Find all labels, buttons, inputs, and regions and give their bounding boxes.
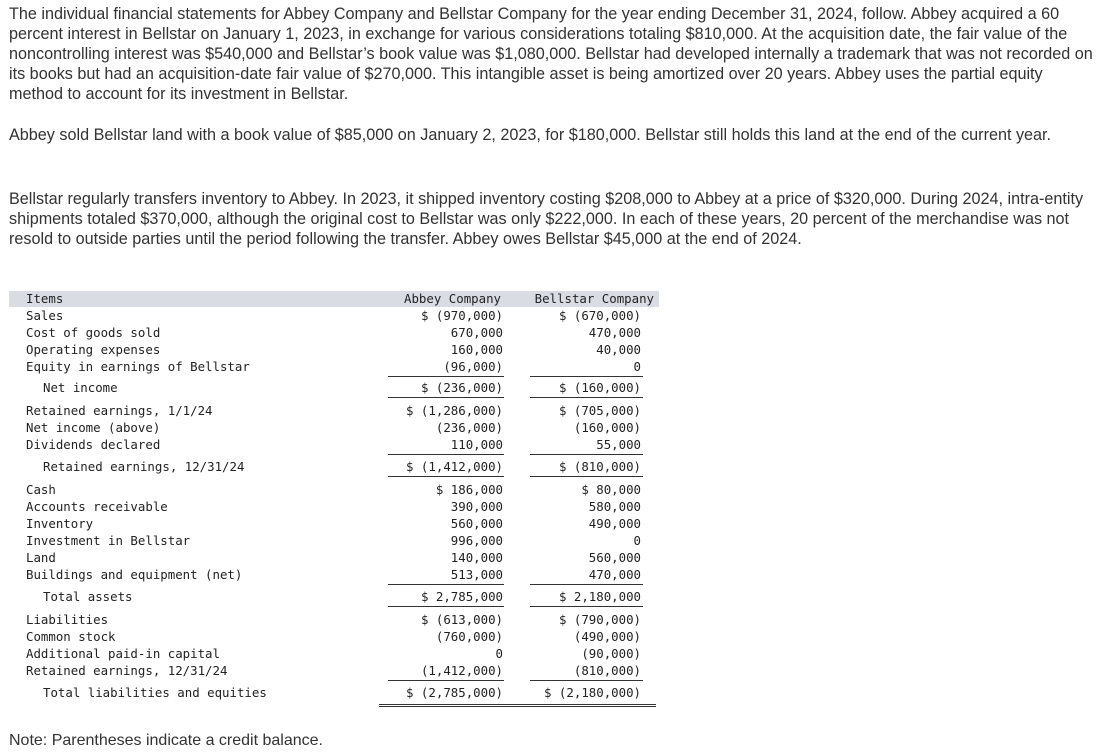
abbey-value: 390,000 — [450, 499, 503, 514]
table-row — [9, 629, 659, 646]
row-label: Equity in earnings of Bellstar — [26, 359, 250, 374]
abbey-value: $ (2,785,000) — [406, 685, 503, 700]
table-row — [9, 308, 659, 325]
total-rule — [388, 606, 504, 607]
table-row — [9, 342, 659, 359]
bellstar-value: $ (790,000) — [558, 612, 641, 627]
row-label: Investment in Bellstar — [26, 533, 191, 548]
row-label: Cost of goods sold — [26, 325, 161, 340]
inventory-transfer-paragraph: Bellstar regularly transfers inventory to Abbey. In 2023, it shipped inventory costing $208,000 to Abbey at a price of $320,000. During 2024, intra-entity shipments totaled $370,000, although the original cost to Bellstar was only $222,000. In each of these years, 20 percent of the merchandise was not resold to outside parties until the period following the transfer. Abbey owes Bellstar $45,000 at the end of 2024. — [9, 190, 1084, 248]
subtotal-rule — [530, 680, 643, 681]
abbey-value: 560,000 — [450, 516, 503, 531]
table-row — [9, 646, 659, 663]
bellstar-value: $ 2,180,000 — [558, 589, 641, 604]
table-row — [9, 482, 659, 499]
land-sale-paragraph: Abbey sold Bellstar land with a book value of $85,000 on January 2, 2023, for $180,000. Bellstar still holds this land at the end of the current year. — [9, 126, 1052, 144]
abbey-value: $ (613,000) — [420, 612, 503, 627]
bellstar-value: $ (670,000) — [558, 308, 641, 323]
double-rule — [379, 706, 656, 707]
row-label: Retained earnings, 12/31/24 — [43, 459, 245, 474]
row-label: Sales — [26, 308, 64, 323]
bellstar-value: (90,000) — [581, 646, 641, 661]
total-rule — [530, 397, 643, 398]
table-row — [9, 533, 659, 550]
subtotal-rule — [388, 376, 504, 377]
bellstar-value: 55,000 — [596, 437, 641, 452]
bellstar-value: $ (160,000) — [558, 380, 641, 395]
table-row — [9, 550, 659, 567]
bellstar-value: $ 80,000 — [581, 482, 641, 497]
table-row — [9, 663, 659, 680]
abbey-value: 160,000 — [450, 342, 503, 357]
row-label: Buildings and equipment (net) — [26, 567, 243, 582]
abbey-value: (1,412,000) — [420, 663, 503, 678]
bellstar-value: 470,000 — [588, 325, 641, 340]
bellstar-value: 0 — [633, 359, 641, 374]
row-label: Retained earnings, 1/1/24 — [26, 403, 213, 418]
table-row — [9, 437, 659, 454]
abbey-value: (760,000) — [435, 629, 503, 644]
bellstar-value: 490,000 — [588, 516, 641, 531]
abbey-value: $ 186,000 — [435, 482, 503, 497]
bellstar-value: $ (705,000) — [558, 403, 641, 418]
bellstar-value: 470,000 — [588, 567, 641, 582]
table-row — [9, 499, 659, 516]
total-rule — [530, 606, 643, 607]
abbey-value: (236,000) — [435, 420, 503, 435]
subtotal-rule — [530, 454, 643, 455]
row-label: Liabilities — [26, 612, 109, 627]
row-label: Land — [26, 550, 56, 565]
subtotal-rule — [530, 584, 643, 585]
table-row-total — [9, 380, 659, 397]
abbey-value: $ 2,785,000 — [420, 589, 503, 604]
row-label: Total assets — [43, 589, 133, 604]
intro-paragraph: The individual financial statements for Abbey Company and Bellstar Company for the year ending December 31, 2024, follow. Abbey acquired a 60 percent interest in Bellstar on January 1, 2023, in exchange for various considerations totaling $810,000. At the acquisition date, the fair value of the noncontrolling interest was $540,000 and Bellstar’s book value was $1,080,000. Bellstar had developed internally a trademark that was not recorded on its books but had an acquisition-date fair value of $270,000. This intangible asset is being amortized over 20 years. Abbey uses the partial equity method to account for its investment in Bellstar. — [9, 5, 1093, 103]
bellstar-value: 40,000 — [596, 342, 641, 357]
row-label: Total liabilities and equities — [43, 685, 267, 700]
bellstar-value: 580,000 — [588, 499, 641, 514]
table-header-row — [9, 291, 659, 307]
row-label: Accounts receivable — [26, 499, 168, 514]
table-row — [9, 420, 659, 437]
abbey-value: 140,000 — [450, 550, 503, 565]
table-row — [9, 359, 659, 376]
subtotal-rule — [388, 454, 504, 455]
bellstar-value: 560,000 — [588, 550, 641, 565]
row-label: Dividends declared — [26, 437, 161, 452]
table-row — [9, 612, 659, 629]
row-label: Cash — [26, 482, 56, 497]
subtotal-rule — [388, 680, 504, 681]
table-row-total — [9, 459, 659, 476]
table-row — [9, 325, 659, 342]
double-rule — [379, 704, 656, 705]
bellstar-value: 0 — [633, 533, 641, 548]
row-label: Net income (above) — [26, 420, 161, 435]
table-row — [9, 567, 659, 584]
abbey-value: (96,000) — [443, 359, 503, 374]
table-row — [9, 516, 659, 533]
abbey-value: 110,000 — [450, 437, 503, 452]
total-rule — [530, 476, 643, 477]
table-row-total — [9, 685, 659, 702]
header-bellstar: Bellstar Company — [534, 291, 654, 306]
abbey-value: $ (236,000) — [420, 380, 503, 395]
row-label: Net income — [43, 380, 118, 395]
abbey-value: 670,000 — [450, 325, 503, 340]
abbey-value: 996,000 — [450, 533, 503, 548]
table-note: Note: Parentheses indicate a credit balance. — [9, 732, 323, 749]
total-rule — [388, 397, 504, 398]
row-label: Common stock — [26, 629, 116, 644]
header-abbey: Abbey Company — [404, 291, 501, 306]
bellstar-value: (810,000) — [573, 663, 641, 678]
header-items: Items — [26, 291, 64, 306]
row-label: Additional paid-in capital — [26, 646, 220, 661]
subtotal-rule — [530, 376, 643, 377]
table-row-total — [9, 589, 659, 606]
row-label: Operating expenses — [26, 342, 161, 357]
row-label: Retained earnings, 12/31/24 — [26, 663, 228, 678]
abbey-value: $ (970,000) — [420, 308, 503, 323]
table-row — [9, 403, 659, 420]
bellstar-value: (160,000) — [573, 420, 641, 435]
row-label: Inventory — [26, 516, 94, 531]
abbey-value: 513,000 — [450, 567, 503, 582]
abbey-value: 0 — [495, 646, 503, 661]
bellstar-value: $ (2,180,000) — [544, 685, 641, 700]
bellstar-value: (490,000) — [573, 629, 641, 644]
abbey-value: $ (1,412,000) — [406, 459, 503, 474]
abbey-value: $ (1,286,000) — [406, 403, 503, 418]
total-rule — [388, 476, 504, 477]
subtotal-rule — [388, 584, 504, 585]
bellstar-value: $ (810,000) — [558, 459, 641, 474]
